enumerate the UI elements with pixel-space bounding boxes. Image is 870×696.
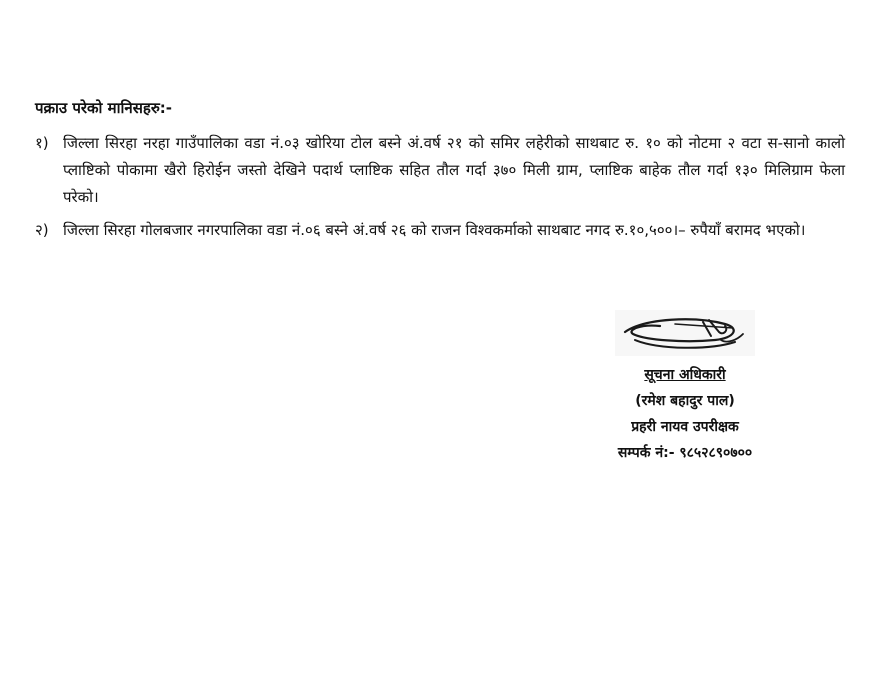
list-item (35, 130, 845, 211)
list-item-number: १) (35, 134, 49, 152)
list-item-text: जिल्ला सिरहा नरहा गाउँपालिका वडा नं.०३ खोरिया टोल बस्ने अं.वर्ष २१ को समिर लहेरीको साथबाट रु. १० को नोटमा २ वटा स-सानो कालो प्लाष्टिको पोकामा खैरो हिरोईन जस्तो देखिने पदार्थ प्लाष्टिक सहित तौल गर्दा ३७० मिली ग्राम, प्लाष्टिक बाहेक तौल गर्दा १३० मिलिग्राम फेला परेको। (63, 134, 845, 206)
officer-name: (रमेश बहादुर पाल) (635, 393, 735, 409)
officer-title: सूचना अधिकारी (644, 367, 726, 383)
officer-rank: प्रहरी नायव उपरीक्षक (631, 419, 739, 435)
handwritten-signature (615, 310, 755, 356)
arrested-persons-list (35, 130, 845, 250)
section-heading: पक्राउ परेको मानिसहरु:- (35, 99, 173, 117)
list-item-number: २) (35, 221, 49, 239)
list-item (35, 217, 845, 244)
signature-block (585, 310, 785, 466)
list-item-text: जिल्ला सिरहा गोलबजार नगरपालिका वडा नं.०६ बस्ने अं.वर्ष २६ को राजन विश्वकर्माको साथबाट नगद रु.१०,५००।– रुपैयाँ बरामद भएको। (63, 221, 806, 239)
contact-number: सम्पर्क नं:- ९८५२८९०७०० (617, 445, 753, 461)
